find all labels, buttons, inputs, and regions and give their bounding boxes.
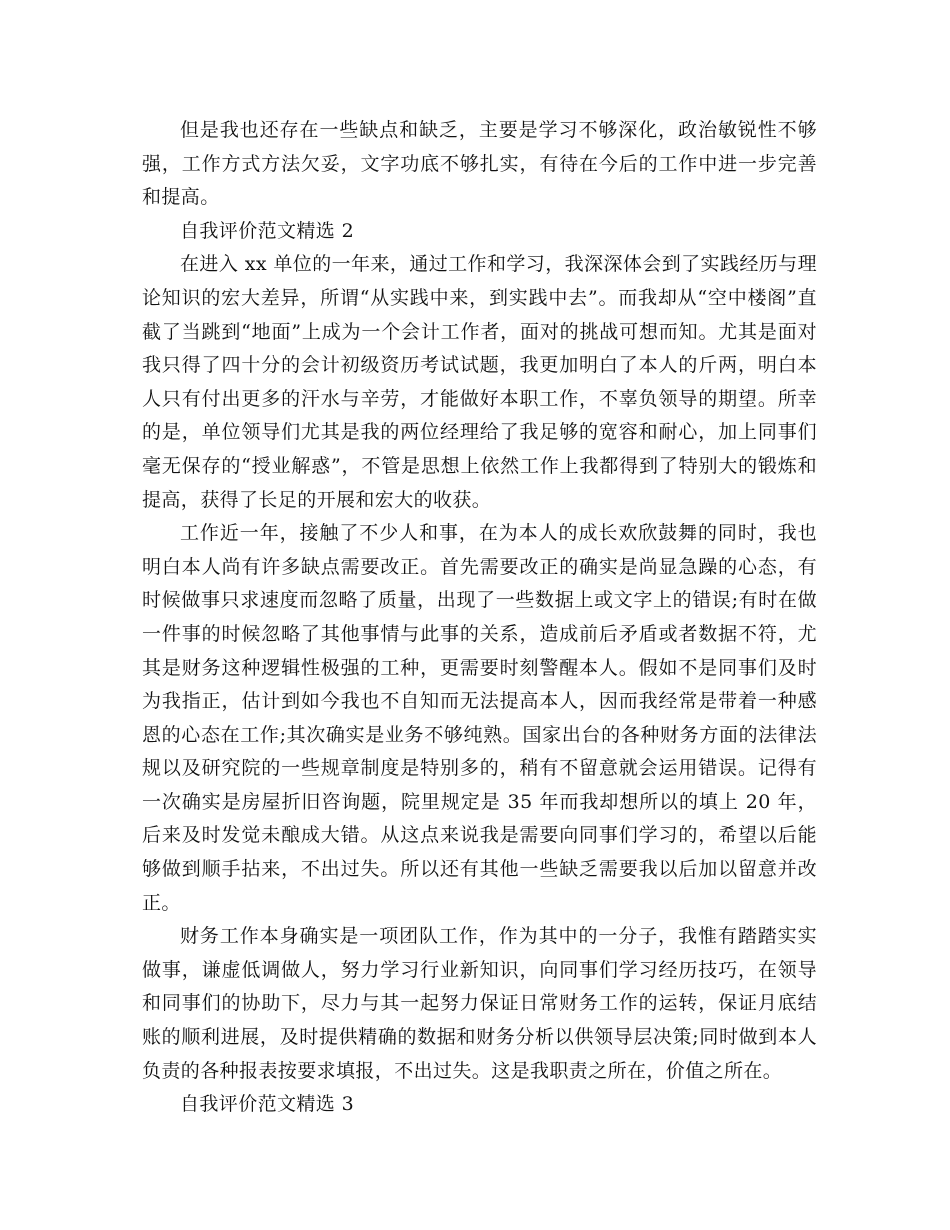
paragraph-first-year-experience: 在进入 xx 单位的一年来，通过工作和学习，我深深体会到了实践经历与理论知识的宏大差异，所谓“从实践中来，到实践中去”。而我却从“空中楼阁”直截了当跳到“地面”上成为一个会计工作者，面对的挑战可想而知。尤其是面对我只得了四十分的会计初级资历考试试题，我更加明白了本人的斤两，明白本人只有付出更多的汗水与辛劳，才能做好本职工作，不辜负领导的期望。所幸的是，单位领导们尤其是我的两位经理给了我足够的宽容和耐心，加上同事们毫无保存的“授业解惑”，不管是思想上依然工作上我都得到了特别大的锻炼和提高，获得了长足的开展和宏大的收获。 — [142, 253, 817, 511]
section-heading-2: 自我评价范文精选 2 — [180, 219, 355, 242]
paragraph-teamwork-responsibility: 财务工作本身确实是一项团队工作，作为其中的一分子，我惟有踏踏实实做事，谦虚低调做人，努力学习行业新知识，向同事们学习经历技巧，在领导和同事们的协助下，尽力与其一起努力保证日常财务工作的运转，保证月底结账的顺利进展，及时提供精确的数据和财务分析以供领导层决策;同时做到本人负责的各种报表按要求填报，不出过失。这是我职责之所在，价值之所在。 — [142, 925, 817, 1082]
paragraph-shortcomings-summary: 但是我也还存在一些缺点和缺乏，主要是学习不够深化，政治敏锐性不够强，工作方式方法欠妥，文字功底不够扎实，有待在今后的工作中进一步完善和提高。 — [142, 119, 817, 209]
document-body — [142, 114, 817, 1122]
section-heading-3: 自我评价范文精选 3 — [180, 1093, 355, 1116]
paragraph-areas-for-improvement: 工作近一年，接触了不少人和事，在为本人的成长欢欣鼓舞的同时，我也明白本人尚有许多缺点需要改正。首先需要改正的确实是尚显急躁的心态，有时候做事只求速度而忽略了质量，出现了一些数据上或文字上的错误;有时在做一件事的时候忽略了其他事情与此事的关系，造成前后矛盾或者数据不符，尤其是财务这种逻辑性极强的工种，更需要时刻警醒本人。假如不是同事们及时为我指正，估计到如今我也不自知而无法提高本人，因而我经常是带着一种感恩的心态在工作;其次确实是业务不够纯熟。国家出台的各种财务方面的法律法规以及研究院的一些规章制度是特别多的，稍有不留意就会运用错误。记得有一次确实是房屋折旧咨询题，院里规定是 35 年而我却想所以的填上 20 年，后来及时发觉未酿成大错。从这点来说我是需要向同事们学习的，希望以后能够做到顺手拈来，不出过失。所以还有其他一些缺乏需要我以后加以留意并改正。 — [142, 522, 817, 914]
